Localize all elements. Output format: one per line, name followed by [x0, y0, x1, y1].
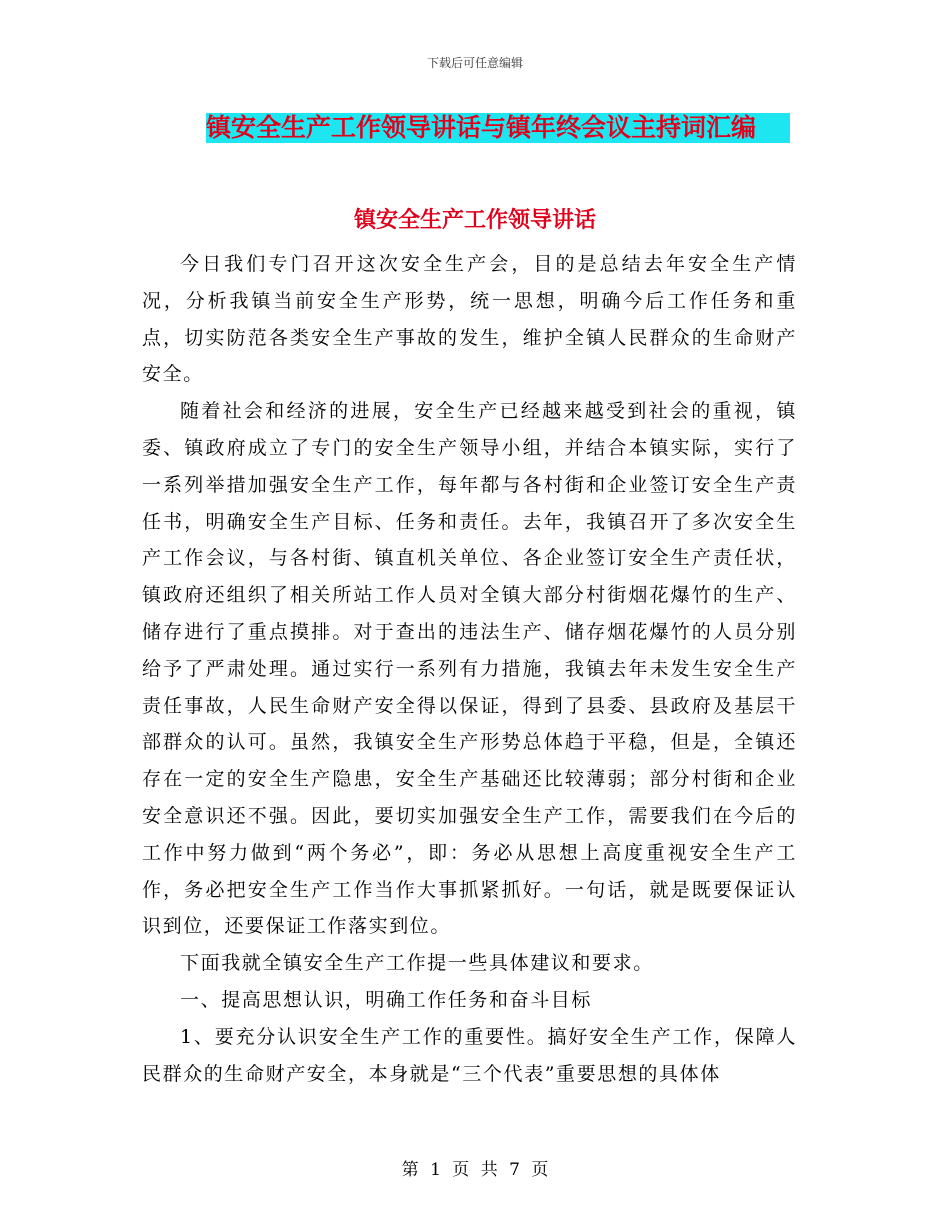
paragraph: 随着社会和经济的进展，安全生产已经越来越受到社会的重视，镇委、镇政府成立了专门的安全生产领导小组，并结合本镇实际，实行了一系列举措加强安全生产工作，每年都与各村街和企业签订安全生产责任书，明确安全生产目标、任务和责任。去年，我镇召开了多次安全生产工作会议，与各村街、镇直机关单位、各企业签订安全生产责任状，镇政府还组织了相关所站工作人员对全镇大部分村街烟花爆竹的生产、储存进行了重点摸排。对于查出的违法生产、储存烟花爆竹的人员分别给予了严肃处理。通过实行一系列有力措施，我镇去年未发生安全生产责任事故，人民生命财产安全得以保证，得到了县委、县政府及基层干部群众的认可。虽然，我镇安全生产形势总体趋于平稳，但是，全镇还存在一定的安全生产隐患，安全生产基础还比较薄弱；部分村街和企业安全意识还不强。因此，要切实加强安全生产工作，需要我们在今后的工作中努力做到“两个务必”，即：务必从思想上高度重视安全生产工作，务必把安全生产工作当作大事抓紧抓好。一句话，就是既要保证认识到位，还要保证工作落实到位。 [142, 400, 797, 938]
paragraph: 今日我们专门召开这次安全生产会，目的是总结去年安全生产情况，分析我镇当前安全生产形势，统一思想，明确今后工作任务和重点，切实防范各类安全生产事故的发生，维护全镇人民群众的生命财产安全。 [142, 253, 797, 386]
paragraph: 一、提高思想认识，明确工作任务和奋斗目标 [180, 988, 593, 1011]
header-note: 下载后可任意编辑 [426, 56, 523, 70]
page-number: 第 1 页 共 7 页 [401, 1160, 549, 1180]
document-body [142, 246, 797, 1092]
paragraph: 1、要充分认识安全生产工作的重要性。搞好安全生产工作，保障人民群众的生命财产安全，本身就是“三个代表”重要思想的具体体 [142, 1025, 797, 1085]
paragraph: 下面我就全镇安全生产工作提一些具体建议和要求。 [180, 952, 654, 975]
section-title: 镇安全生产工作领导讲话 [353, 207, 596, 233]
document-title: 镇安全生产工作领导讲话与镇年终会议主持词汇编 [206, 113, 790, 143]
